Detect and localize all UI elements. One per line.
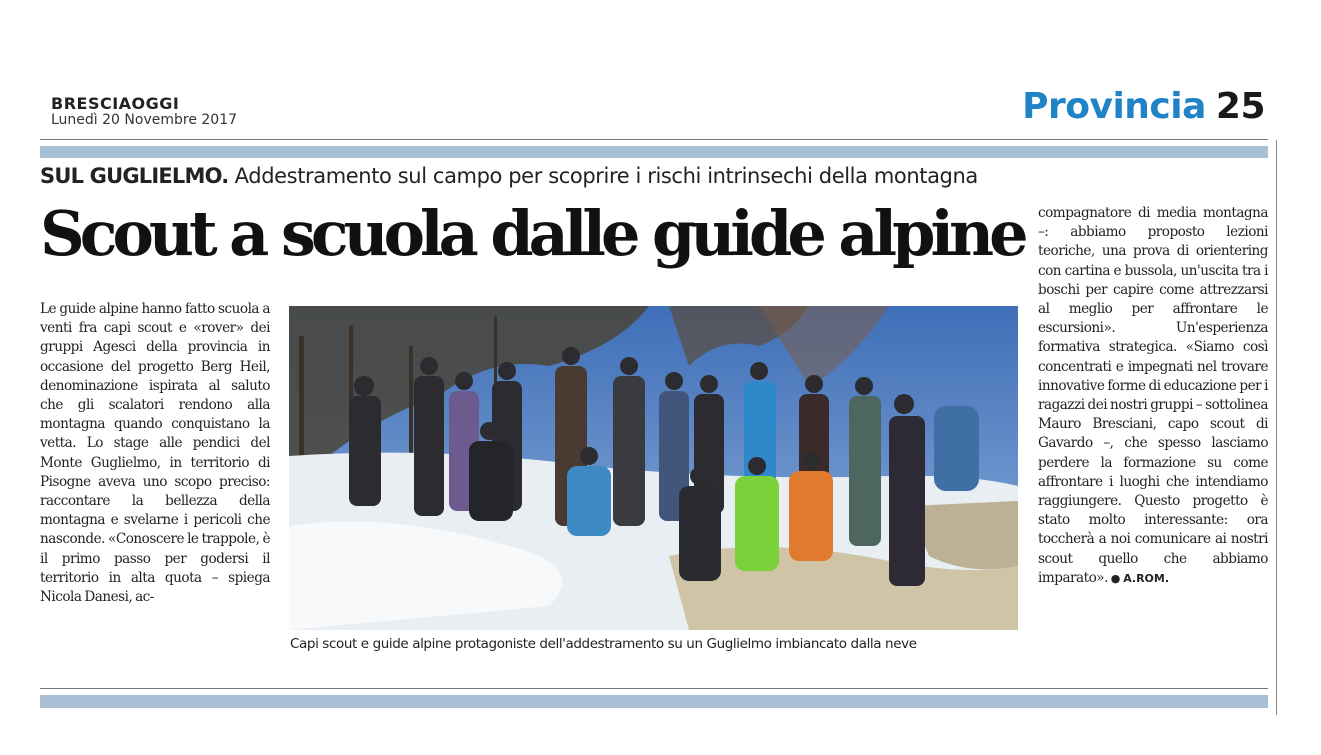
kicker-location: SUL GUGLIELMO. (40, 164, 229, 188)
group-photo-illustration (289, 306, 1018, 630)
article-body-left: Le guide alpine hanno fatto scuola a venti fra capi scout e «rover» dei gruppi Agesci della provincia in occasione del progetto Berg Heil, denominazione ispirata al saluto che gli scalatori rendono alla montagna quando conquistano la vetta. Lo stage alle pendici del Monte Guglielmo, in territorio di Pisogne aveva uno scopo preciso: raccontare la bellezza della montagna e svelarne i pericoli che nasconde. «Conoscere le trappole, è il primo passo per godersi il territorio in alta quota – spiega Nicola Danesi, ac- (40, 301, 270, 606)
photo-caption: Capi scout e guide alpine protagoniste dell'addestramento su un Guglielmo imbiancato dalla neve (290, 636, 917, 652)
top-rule (40, 139, 1268, 140)
section-name: Provincia (1022, 86, 1206, 127)
top-color-bar (40, 146, 1268, 158)
right-rule (1276, 140, 1277, 715)
kicker-text: Addestramento sul campo per scoprire i rischi intrinsechi della montagna (234, 164, 978, 188)
bottom-color-bar (40, 695, 1268, 708)
article-body-right (1038, 204, 1268, 588)
article-byline: ● A.ROM. (1110, 571, 1170, 585)
article-body-right-text: compagnatore di media montagna –: abbiamo proposto lezioni teoriche, una prova di orientering con cartina e bussola, un'uscita tra i boschi per capire come attrezzarsi al meglio per affrontare le escursioni». Un'esperienza formativa strategica. «Siamo così concentrati e impegnati nel trovare innovative forme di educazione per i ragazzi dei nostri gruppi – sottolinea Mauro Bresciani, capo scout di Gavardo –, che spesso lasciamo perdere la formazione su come affrontare i luoghi che intendiamo raggiungere. Questo progetto è stato molto interessante: ora toccherà a noi comunicare ai nostri scout quello che abbiamo imparato». (1038, 205, 1268, 586)
article-headline: Scout a scuola dalle guide alpine (40, 197, 1024, 270)
bottom-rule (40, 688, 1268, 689)
newspaper-name: BRESCIAOGGI (51, 94, 180, 113)
article-kicker (40, 164, 978, 188)
page-number: 25 (1215, 86, 1265, 127)
issue-date: Lunedì 20 Novembre 2017 (51, 112, 238, 128)
section-header (1022, 86, 1265, 127)
article-photo (289, 306, 1018, 630)
